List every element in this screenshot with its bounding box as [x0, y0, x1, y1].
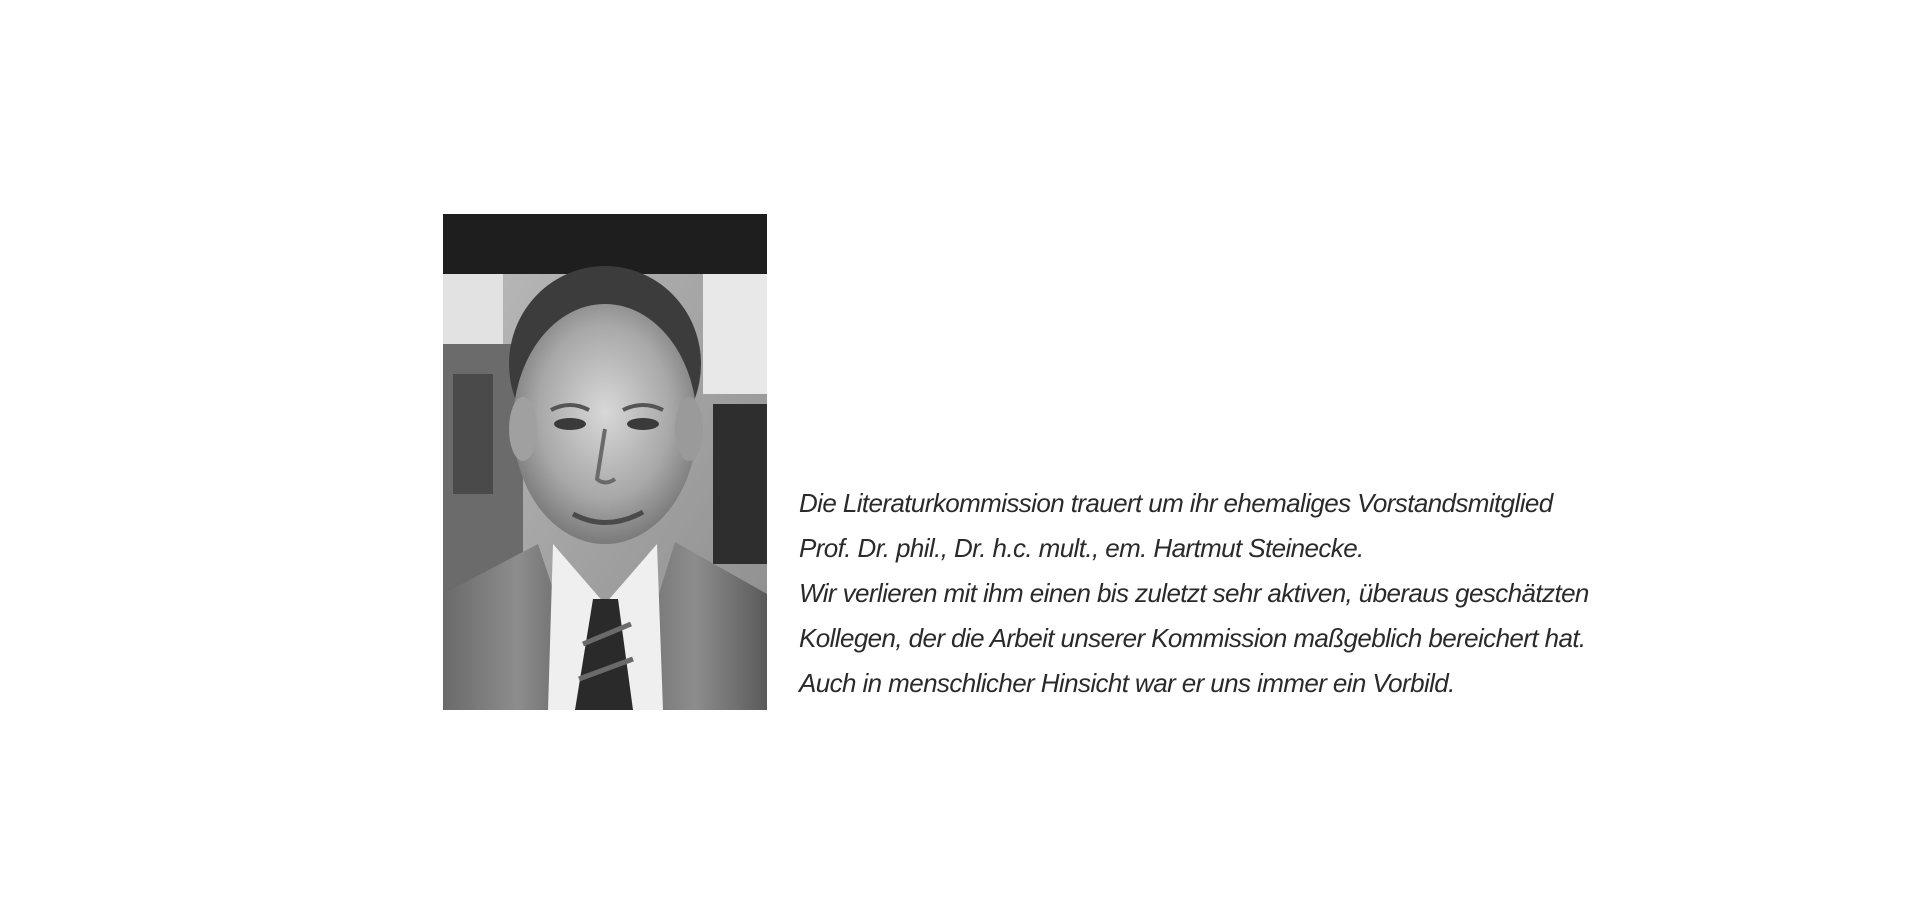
- obituary-line: Auch in menschlicher Hinsicht war er uns immer ein Vorbild.: [799, 668, 1455, 698]
- obituary-line: Die Literaturkommission trauert um ihr ehemaliges Vorstandsmitglied: [799, 488, 1553, 518]
- obituary-text: [799, 481, 1589, 706]
- obituary-card: [443, 214, 1589, 710]
- obituary-line: Wir verlieren mit ihm einen bis zuletzt sehr aktiven, überaus geschätzten: [799, 578, 1589, 608]
- obituary-line: Prof. Dr. phil., Dr. h.c. mult., em. Hartmut Steinecke.: [799, 533, 1364, 563]
- portrait-photo-icon: [443, 214, 767, 710]
- portrait-photo: [443, 214, 767, 710]
- obituary-line: Kollegen, der die Arbeit unserer Kommission maßgeblich bereichert hat.: [799, 623, 1586, 653]
